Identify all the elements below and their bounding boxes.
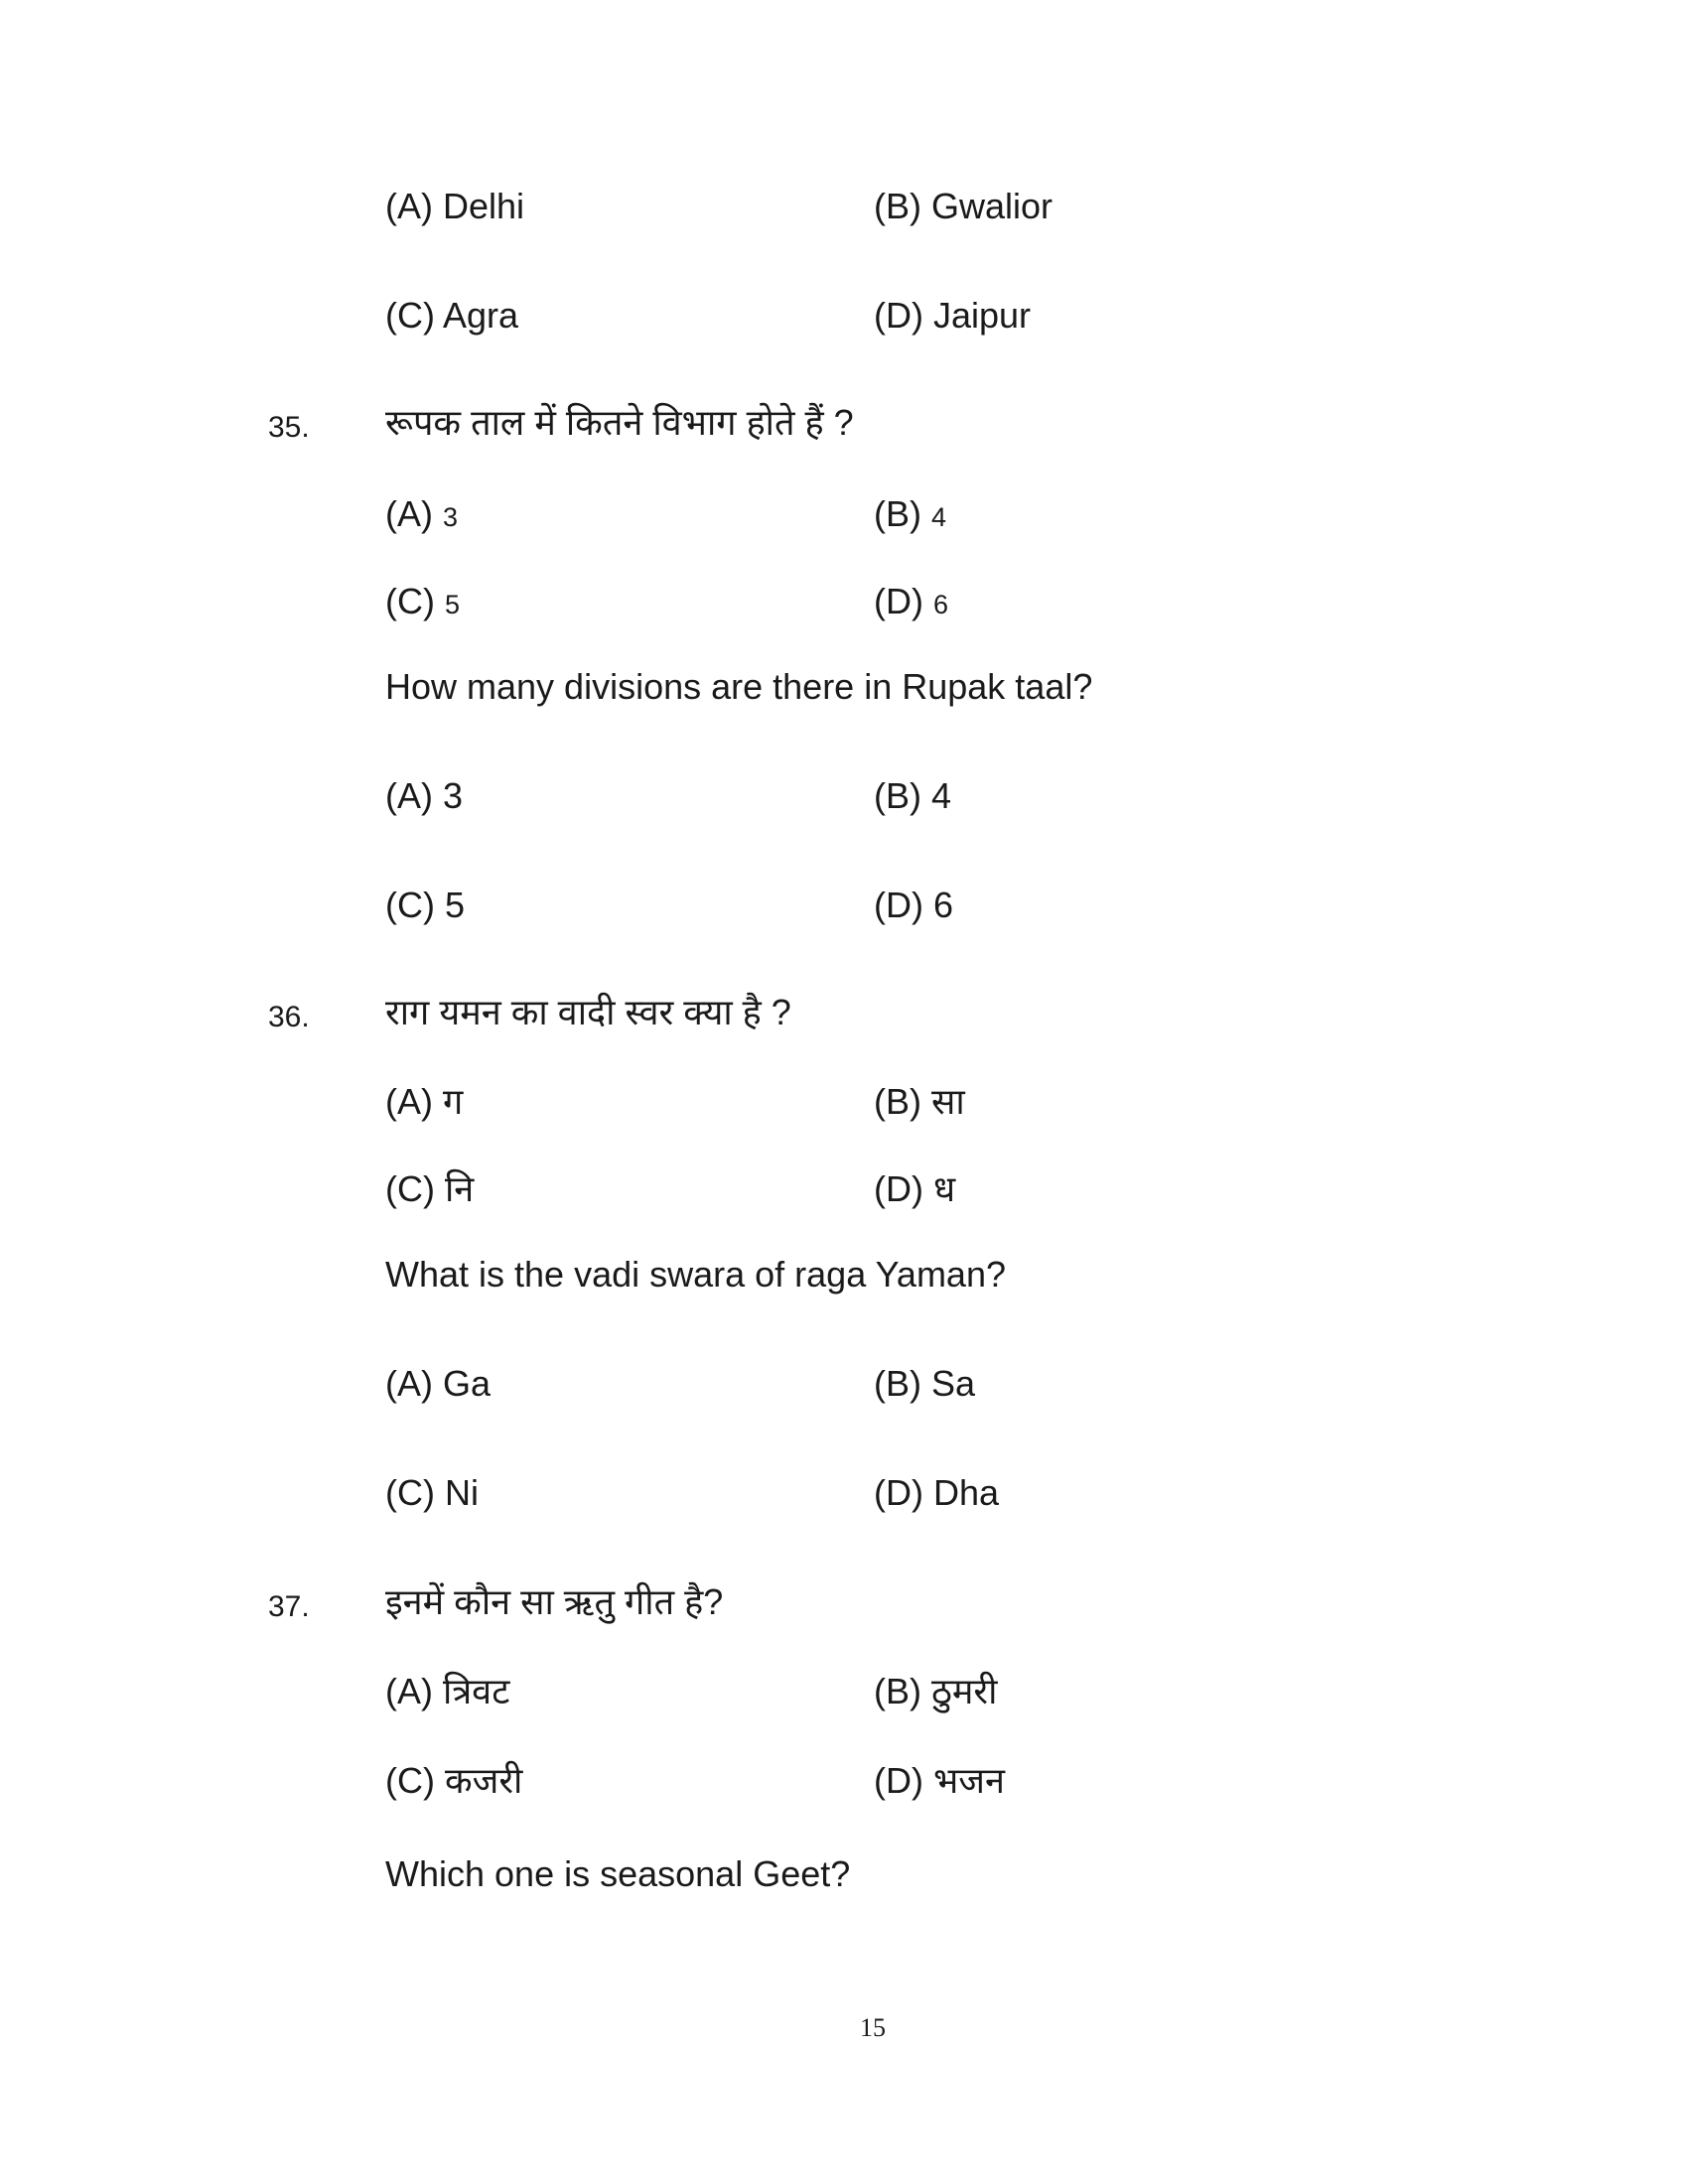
- question-37-hindi-option-a: (A) त्रिवट: [385, 1671, 510, 1711]
- option-prefix: (C): [385, 581, 445, 621]
- question-37-hindi-option-d: (D) भजन: [874, 1760, 1005, 1801]
- question-number-37: 37.: [268, 1590, 310, 1623]
- question-35-english-option-a: (A) 3: [385, 775, 464, 816]
- question-35-hindi-option-a: [385, 493, 459, 534]
- prev-option-a: (A) Delhi: [385, 186, 525, 226]
- question-35-english-text: How many divisions are there in Rupak taal?: [385, 666, 1093, 707]
- question-37-hindi-option-c: (C) कजरी: [385, 1760, 523, 1801]
- question-36-hindi-option-b: (B) सा: [874, 1081, 965, 1122]
- prev-option-d: (D) Jaipur: [874, 295, 1032, 336]
- option-value: 4: [931, 502, 947, 532]
- question-36-hindi-text: राग यमन का वादी स्वर क्या है ?: [385, 992, 791, 1032]
- option-prefix: (D): [874, 581, 933, 621]
- question-number-35: 35.: [268, 411, 310, 444]
- option-prefix: (B): [874, 493, 931, 534]
- question-35-english-option-b: (B) 4: [874, 775, 952, 816]
- question-35-hindi-text: रूपक ताल में कितने विभाग होते हैं ?: [385, 402, 854, 443]
- question-35-hindi-option-b: [874, 493, 947, 534]
- question-35-hindi-option-c: [385, 581, 461, 621]
- question-35-english-option-d: (D) 6: [874, 885, 953, 925]
- question-36-hindi-option-a: (A) ग: [385, 1081, 464, 1122]
- question-35-english-option-c: (C) 5: [385, 885, 465, 925]
- question-36-hindi-option-c: (C) नि: [385, 1168, 475, 1209]
- option-value: 5: [444, 590, 461, 619]
- question-36-hindi-option-d: (D) ध: [874, 1168, 956, 1209]
- question-37-hindi-option-b: (B) ठुमरी: [874, 1671, 998, 1711]
- prev-option-c: (C) Agra: [385, 295, 519, 336]
- page-number: 15: [860, 2013, 886, 2042]
- question-36-english-option-b: (B) Sa: [874, 1363, 976, 1404]
- question-36-english-option-a: (A) Ga: [385, 1363, 492, 1404]
- question-36-english-option-c: (C) Ni: [385, 1472, 479, 1513]
- option-value: 3: [443, 502, 459, 532]
- question-35-hindi-option-d: [874, 581, 949, 621]
- question-number-36: 36.: [268, 1001, 310, 1033]
- question-36-english-text: What is the vadi swara of raga Yaman?: [385, 1254, 1006, 1295]
- option-prefix: (A): [385, 493, 443, 534]
- question-36-english-option-d: (D) Dha: [874, 1472, 1000, 1513]
- option-value: 6: [932, 590, 949, 619]
- prev-option-b: (B) Gwalior: [874, 186, 1054, 226]
- question-37-hindi-text: इनमें कौन सा ऋतु गीत है?: [385, 1581, 724, 1622]
- question-37-english-text: Which one is seasonal Geet?: [385, 1853, 851, 1894]
